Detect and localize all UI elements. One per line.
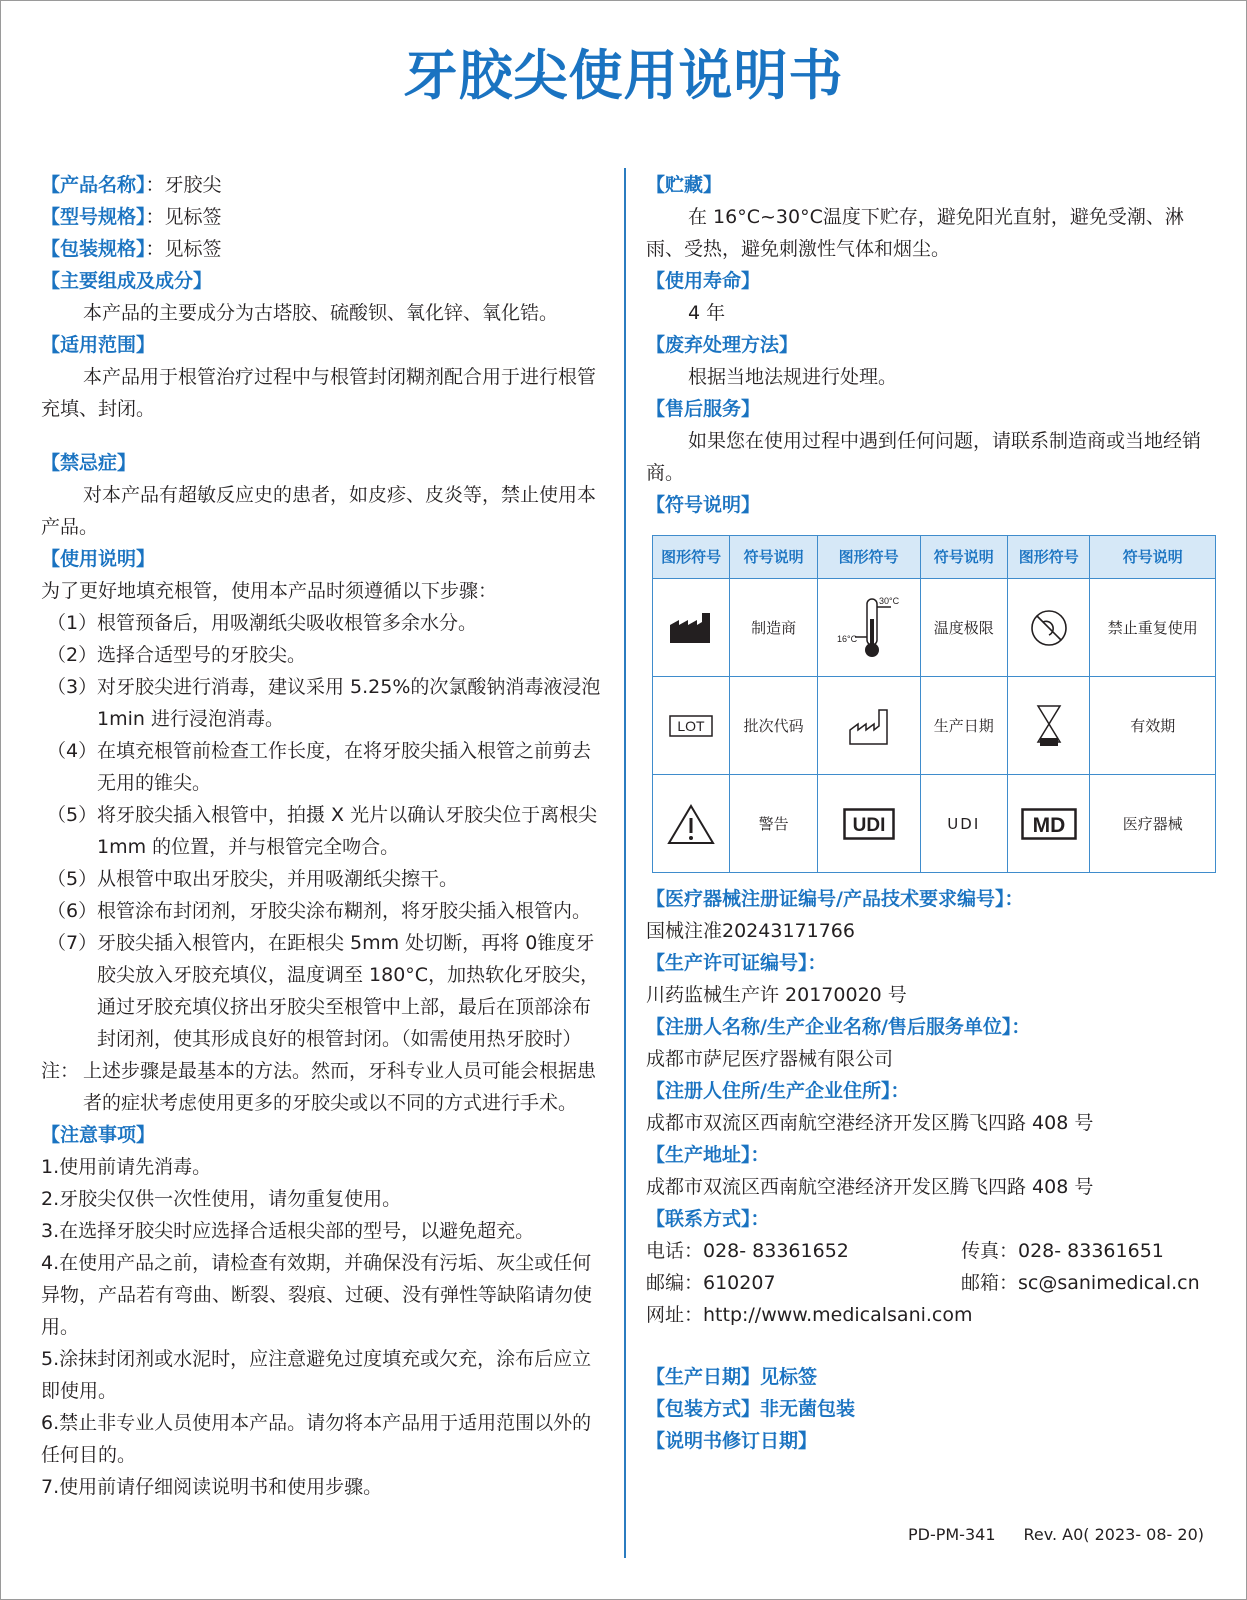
website: 网址：http://www.medicalsani.com	[646, 1304, 973, 1326]
step-number: （1）	[47, 612, 98, 634]
symbol-desc: 警告	[730, 775, 818, 873]
table-row	[653, 579, 1216, 677]
model-label: 【型号规格】	[41, 206, 146, 228]
caution-item: 6.禁止非专业人员使用本产品。请勿将本产品用于适用范围以外的任何目的。	[41, 1412, 592, 1466]
usage-intro: 为了更好地填充根管，使用本产品时须遵循以下步骤：	[41, 580, 498, 602]
storage-text: 在 16°C~30°C温度下贮存，避免阳光直射，避免受潮、淋雨、受热，避免刺激性气体和烟尘。	[646, 206, 1184, 260]
license-value: 川药监械生产许 20170020 号	[646, 984, 907, 1006]
temp-high-label: 30°C	[878, 595, 899, 606]
usage-step	[41, 671, 609, 735]
step-number: （7）	[47, 932, 98, 954]
email: 邮箱：sc@sanimedical.cn	[961, 1272, 1200, 1294]
step-number: （6）	[47, 900, 98, 922]
symbol-cell	[653, 677, 730, 775]
registrant-address-heading: 【注册人住所/生产企业住所】：	[646, 1080, 910, 1102]
scope-heading: 【适用范围】	[41, 334, 156, 356]
step-text: 从根管中取出牙胶尖，并用吸潮纸尖擦干。	[97, 868, 459, 890]
symbol-desc: 批次代码	[730, 677, 818, 775]
step-number: （3）	[47, 676, 98, 698]
column-divider	[624, 168, 626, 1558]
warning-icon	[667, 803, 715, 845]
disposal-heading: 【废弃处理方法】	[646, 334, 799, 356]
usage-step	[41, 799, 609, 863]
package-row	[41, 233, 609, 265]
postcode: 邮编：610207	[646, 1272, 776, 1294]
table-row	[653, 677, 1216, 775]
usage-step	[41, 607, 609, 639]
step-text: 根管涂布封闭剂，牙胶尖涂布糊剂，将牙胶尖插入根管内。	[97, 900, 592, 922]
udi-text: UDI	[852, 814, 886, 836]
package-label: 【包装规格】	[41, 238, 146, 260]
document-code: PD-PM-341	[907, 1525, 996, 1544]
usage-note	[41, 1055, 609, 1119]
caution-item: 5.涂抹封闭剂或水泥时，应注意避免过度填充或欠充，涂布后应立即使用。	[41, 1348, 592, 1402]
symbol-cell	[817, 775, 920, 873]
left-column	[41, 169, 609, 1503]
step-number: （2）	[47, 644, 98, 666]
production-date: 【生产日期】见标签	[646, 1366, 818, 1388]
symbol-cell	[1008, 579, 1090, 677]
production-address-heading: 【生产地址】：	[646, 1144, 770, 1166]
service-text: 如果您在使用过程中遇到任何问题，请联系制造商或当地经销商。	[646, 430, 1202, 484]
storage-heading: 【贮藏】	[646, 174, 723, 196]
spacer	[41, 425, 609, 447]
symbols-heading: 【符号说明】	[646, 494, 761, 516]
packaging-mode: 【包装方式】非无菌包装	[646, 1398, 856, 1420]
step-text: 根管预备后，用吸潮纸尖吸收根管多余水分。	[97, 612, 478, 634]
cautions-heading: 【注意事项】	[41, 1124, 156, 1146]
step-text: 对牙胶尖进行消毒，建议采用 5.25%的次氯酸钠消毒液浸泡 1min 进行浸泡消毒。	[97, 676, 601, 730]
revision-date: 【说明书修订日期】	[646, 1430, 818, 1452]
symbol-desc: 有效期	[1090, 677, 1216, 775]
hourglass-icon	[1035, 704, 1063, 748]
symbol-cell	[653, 579, 730, 677]
note-text: 上述步骤是最基本的方法。然而，牙科专业人员可能会根据患者的症状考虑使用更多的牙胶尖或以不同的方式进行手术。	[83, 1060, 597, 1114]
thermometer-icon	[833, 595, 905, 661]
usage-step	[41, 895, 609, 927]
registration-heading: 【医疗器械注册证编号/产品技术要求编号】：	[646, 888, 1024, 910]
lifetime-text: 4 年	[688, 302, 726, 324]
table-header: 符号说明	[730, 536, 818, 579]
usage-heading: 【使用说明】	[41, 548, 156, 570]
usage-step	[41, 863, 609, 895]
registrant-value: 成都市萨尼医疗器械有限公司	[646, 1048, 894, 1070]
scope-text: 本产品用于根管治疗过程中与根管封闭糊剂配合用于进行根管充填、封闭。	[41, 366, 597, 420]
caution-item: 4.在使用产品之前，请检查有效期，并确保没有污垢、灰尘或任何异物，产品若有弯曲、断裂、裂痕、过硬、没有弹性等缺陷请勿使用。	[41, 1252, 593, 1338]
contact-grid	[646, 1235, 1221, 1299]
registration-value: 国械注准20243171766	[646, 920, 855, 942]
disposal-text: 根据当地法规进行处理。	[688, 366, 898, 388]
table-header: 图形符号	[1008, 536, 1090, 579]
symbol-desc: 生产日期	[920, 677, 1008, 775]
symbol-desc: UDI	[920, 775, 1008, 873]
step-text: 选择合适型号的牙胶尖。	[97, 644, 307, 666]
package-sep: ：	[145, 238, 165, 260]
medical-device-icon	[1021, 808, 1077, 840]
symbol-desc: 温度极限	[920, 579, 1008, 677]
fax: 传真：028- 83361651	[961, 1240, 1164, 1262]
symbols-header-row	[653, 536, 1216, 579]
symbol-cell	[1008, 775, 1090, 873]
usage-step	[41, 927, 609, 1055]
revision-code: Rev. A0( 2023- 08- 20)	[1023, 1525, 1204, 1544]
registrant-heading: 【注册人名称/生产企业名称/售后服务单位】：	[646, 1016, 1031, 1038]
usage-step	[41, 735, 609, 799]
registrant-address-value: 成都市双流区西南航空港经济开发区腾飞四路 408 号	[646, 1112, 1094, 1134]
do-not-reuse-icon	[1029, 608, 1069, 648]
lot-text: LOT	[677, 718, 705, 734]
contact-heading: 【联系方式】：	[646, 1208, 770, 1230]
composition-heading: 【主要组成及成分】	[41, 270, 213, 292]
model-value: 见标签	[164, 206, 222, 228]
table-header: 图形符号	[653, 536, 730, 579]
symbol-desc: 医疗器械	[1090, 775, 1216, 873]
note-label: 注：	[41, 1060, 80, 1082]
symbols-table	[652, 535, 1216, 873]
model-sep: ：	[145, 206, 165, 228]
lifetime-heading: 【使用寿命】	[646, 270, 761, 292]
contraindication-heading: 【禁忌症】	[41, 452, 137, 474]
product-name-sep: ：	[145, 174, 165, 196]
model-row	[41, 201, 609, 233]
usage-step	[41, 639, 609, 671]
production-address-value: 成都市双流区西南航空港经济开发区腾飞四路 408 号	[646, 1176, 1094, 1198]
table-header: 符号说明	[920, 536, 1008, 579]
symbol-cell	[1008, 677, 1090, 775]
page-title: 牙胶尖使用说明书	[403, 44, 844, 107]
step-text: 将牙胶尖插入根管中，拍摄 X 光片以确认牙胶尖位于离根尖 1mm 的位置，并与根管完全吻合。	[97, 804, 598, 858]
temp-low-label: 16°C	[836, 633, 857, 644]
step-number: （5）	[47, 868, 98, 890]
package-value: 见标签	[164, 238, 222, 260]
table-header: 图形符号	[817, 536, 920, 579]
document-reference	[908, 1525, 1204, 1544]
manufacture-date-icon	[847, 706, 891, 746]
udi-icon	[843, 808, 895, 840]
phone: 电话：028- 83361652	[646, 1240, 849, 1262]
step-number: （4）	[47, 740, 98, 762]
md-text: MD	[1032, 813, 1066, 837]
caution-item: 2.牙胶尖仅供一次性使用，请勿重复使用。	[41, 1188, 402, 1210]
table-header: 符号说明	[1090, 536, 1216, 579]
product-name-row	[41, 169, 609, 201]
product-name-label: 【产品名称】	[41, 174, 146, 196]
factory-icon	[668, 611, 714, 645]
service-heading: 【售后服务】	[646, 398, 761, 420]
lot-icon	[669, 715, 713, 737]
caution-item: 7.使用前请仔细阅读说明书和使用步骤。	[41, 1476, 383, 1498]
spacer	[646, 1331, 1221, 1361]
step-text: 在填充根管前检查工作长度，在将牙胶尖插入根管之前剪去无用的锥尖。	[97, 740, 592, 794]
symbol-cell	[653, 775, 730, 873]
caution-item: 1.使用前请先消毒。	[41, 1156, 212, 1178]
table-row	[653, 775, 1216, 873]
contraindication-text: 对本产品有超敏反应史的患者，如皮疹、皮炎等，禁止使用本产品。	[41, 484, 597, 538]
composition-text: 本产品的主要成分为古塔胶、硫酸钡、氧化锌、氧化锆。	[83, 302, 559, 324]
caution-item: 3.在选择牙胶尖时应选择合适根尖部的型号，以避免超充。	[41, 1220, 535, 1242]
symbol-cell	[817, 677, 920, 775]
symbol-desc: 制造商	[730, 579, 818, 677]
step-number: （5）	[47, 804, 98, 826]
license-heading: 【生产许可证编号】：	[646, 952, 827, 974]
right-column	[646, 169, 1221, 1457]
symbol-desc: 禁止重复使用	[1090, 579, 1216, 677]
product-name-value: 牙胶尖	[164, 174, 222, 196]
symbol-cell	[817, 579, 920, 677]
step-text: 牙胶尖插入根管内，在距根尖 5mm 处切断，再将 0锥度牙胶尖放入牙胶充填仪，温度调至 180°C，加热软化牙胶尖，通过牙胶充填仪挤出牙胶尖至根管中上部，最后在顶部涂布封闭剂，使其形成良好的根管封闭。（如需使用热牙胶时）	[97, 932, 600, 1050]
